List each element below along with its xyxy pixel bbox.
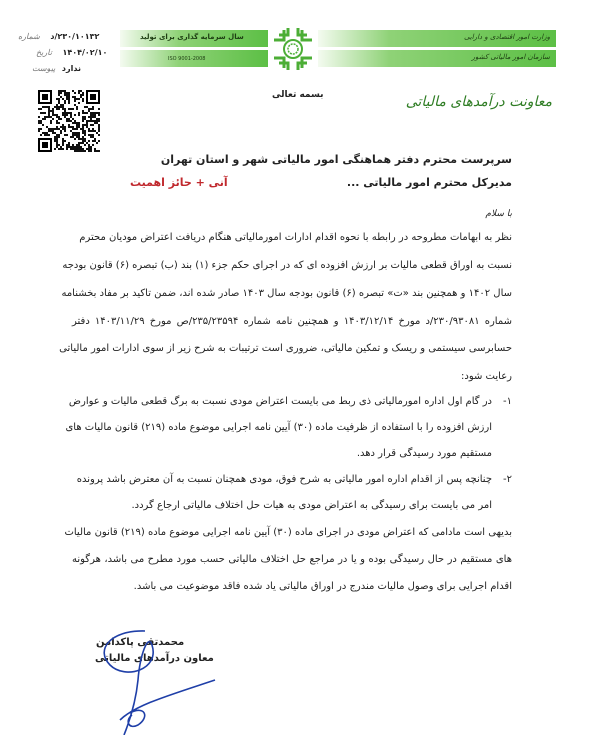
iso-label: ISO 9001-2008 — [168, 56, 206, 62]
letter-attachment — [32, 64, 81, 73]
greeting: با سلام — [485, 209, 512, 219]
closing-line: اقدام اجرایی برای وصول مالیات مندرج در اوراق مالیاتی یاد شده فاقد موضوعیت می باشد. — [133, 581, 512, 592]
letter-attachment-value: ندارد — [61, 64, 81, 73]
invocation: بسمه تعالی — [272, 90, 324, 100]
letter-attachment-label: پیوست — [32, 64, 56, 73]
letter-number-label: شماره — [18, 32, 40, 41]
slogan: سال سرمایه گذاری برای تولید — [140, 33, 244, 41]
intro-line: شماره ۲۳۰/۹۳۰۸۱/د مورخ ۱۴۰۳/۱۲/۱۴ و همچنین نامه شماره ۲۳۵/۲۳۵۹۴/ص مورخ ۱۴۰۳/۱۱/۲۹ دفتر — [72, 316, 512, 327]
recipient-2: مدیرکل محترم امور مالیاتی ... — [346, 176, 512, 189]
item-line: در گام اول اداره امورمالیاتی ذی ربط می بایست اعتراض مودی نسبت به برگ قطعی مالیات و عوارض — [68, 396, 492, 407]
recipient-1: سرپرست محترم دفتر هماهنگی امور مالیاتی شهر و استان تهران — [160, 153, 512, 166]
intro-line: رعایت شود: — [461, 371, 512, 382]
intro-line: سال ۱۴۰۲ و همچنین بند «ت» تبصره (۶) قانون بودجه سال ۱۴۰۳ صادر شده اند، ضمن تاکید بر مفاد بخشنامه — [61, 288, 512, 299]
closing-line: های مستقیم در حال رسیدگی بوده و یا در مراجع حل اختلاف مالیاتی حسب مورد مطرح می باشد، هرگونه — [72, 554, 512, 565]
item-line: ارزش افزوده را با استفاده از ظرفیت ماده (۳۰) آیین نامه اجرایی موضوع ماده (۲۱۹) قانون مالیات های — [65, 422, 492, 433]
signer-title: معاون درآمدهای مالیاتی — [95, 653, 214, 664]
letter-number — [18, 32, 99, 41]
priority-label: آنی + حائز اهمیت — [130, 176, 228, 189]
intro-line: نظر به ابهامات مطروحه در رابطه با نحوه اقدام ادارات امورمالیاتی هنگام دریافت اعتراض مودیان محترم — [79, 232, 512, 243]
letter-date — [36, 48, 107, 57]
closing-line: بدیهی است مادامی که اعتراض مودی در اجرای ماده (۳۰) آیین نامه اجرایی موضوع ماده (۲۱۹) قانون مالیات — [64, 527, 512, 538]
qr-code[interactable] — [38, 90, 100, 152]
deputy-title: معاونت درآمدهای مالیاتی — [405, 94, 552, 110]
item-line: مستقیم مورد رسیدگی قرار دهد. — [356, 448, 492, 459]
intro-line: حسابرسی سیستمی و ریسک و تمکین مالیاتی، ضروری است ترتیبات به شرح زیر از سوی ادارات امور مالیاتی — [59, 343, 512, 354]
letter-number-value: ۲۳۰/۱۰۱۳۲/د — [50, 32, 100, 41]
ministry-name: وزارت امور اقتصادی و دارایی — [463, 33, 550, 41]
letter-date-value: ۱۴۰۴/۰۲/۱۰ — [62, 48, 108, 57]
organization-name: سازمان امور مالیاتی کشور — [471, 53, 550, 61]
item-line: امر می بایست برای رسیدگی به اعتراض مودی به هیات حل اختلاف مالیاتی ارجاع گردد. — [131, 500, 492, 511]
item-line: چنانچه پس از اقدام اداره امور مالیاتی به شرح فوق، مودی همچنان نسبت به آن معترض باشد پرونده — [76, 474, 492, 485]
item-number: ۲- — [503, 474, 512, 485]
tax-organization-emblem — [270, 26, 316, 72]
intro-line: نسبت به اوراق قطعی مالیات بر ارزش افزوده ای که در اجرای حکم جزء (۱) بند (ب) تبصره (۶) قانون بودجه — [62, 260, 512, 271]
signer-name: محمدتقی پاکدامن — [96, 637, 185, 648]
letter-date-label: تاریخ — [36, 48, 52, 57]
item-number: ۱- — [503, 396, 512, 407]
handwritten-signature — [90, 625, 220, 735]
